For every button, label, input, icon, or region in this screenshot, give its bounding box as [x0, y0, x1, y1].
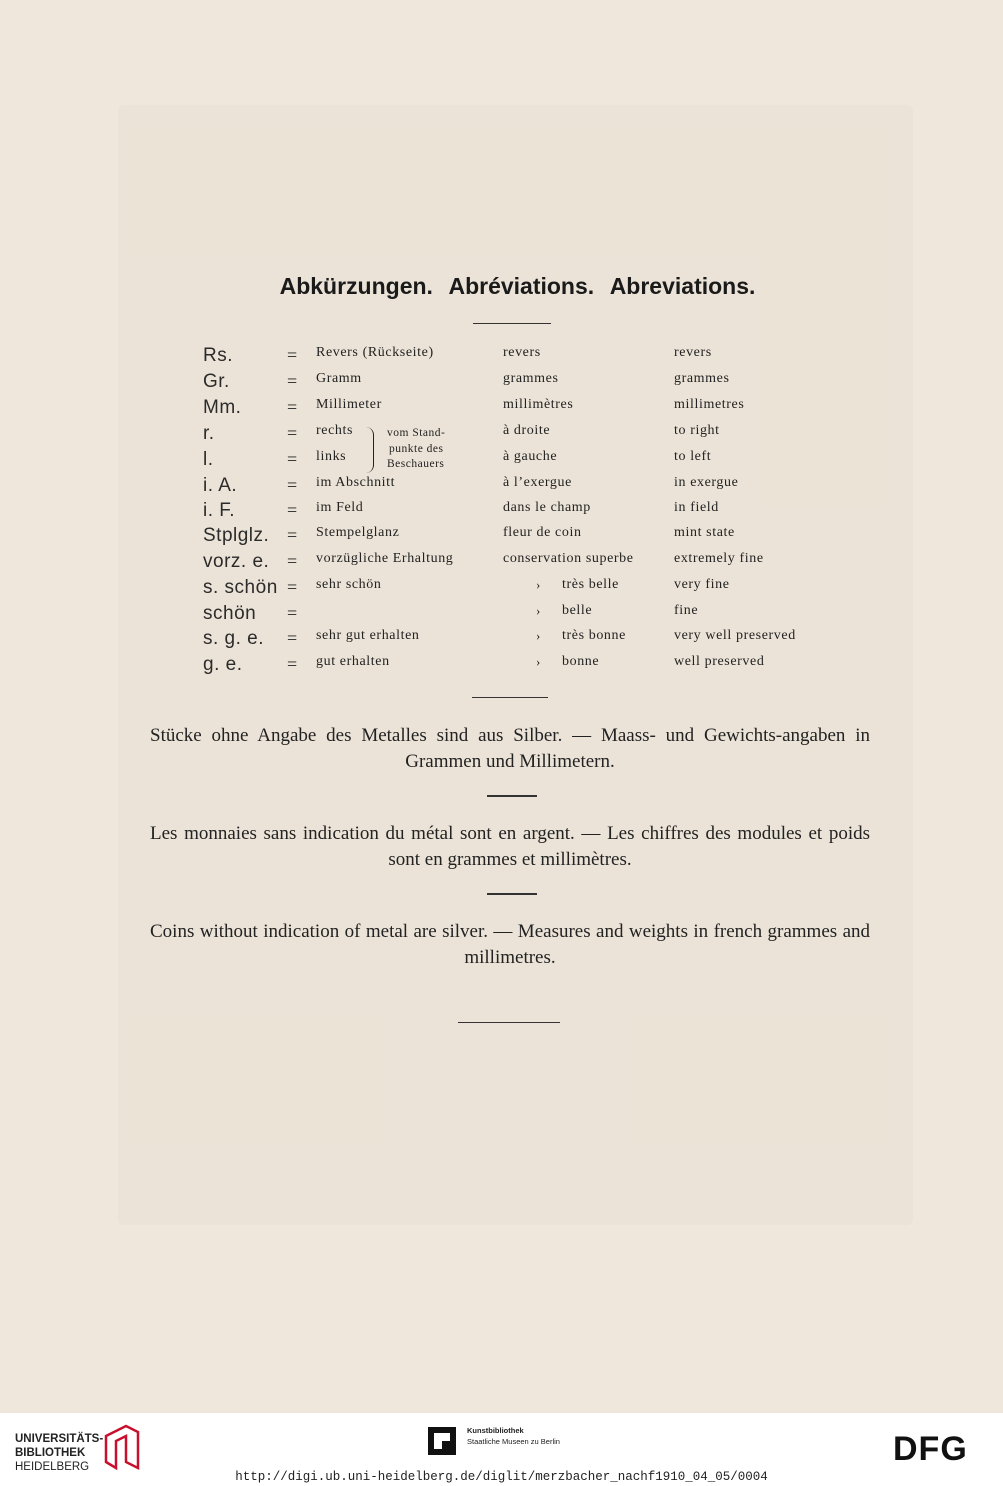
bracket-note-line: Beschauers [387, 458, 445, 470]
french-meaning: grammes [503, 371, 559, 386]
german-meaning: sehr gut erhalten [316, 628, 420, 643]
abbreviation-row [0, 500, 1003, 525]
kb-line: Kunstbibliothek [467, 1426, 524, 1435]
divider-french [487, 893, 537, 895]
english-meaning: in exergue [674, 475, 739, 490]
paragraph-english: Coins without indication of metal are silver. — Measures and weights in french grammes and millimetres. [150, 921, 870, 968]
equals-sign: = [287, 603, 298, 623]
french-meaning: dans le champ [503, 500, 591, 515]
french-meaning: millimètres [503, 397, 574, 412]
english-meaning: grammes [674, 371, 730, 386]
abbreviation-row [0, 577, 1003, 602]
abbreviation-row [0, 475, 1003, 500]
german-meaning: links [316, 449, 347, 464]
ub-logo-line: BIBLIOTHEK [15, 1447, 86, 1459]
abbreviation-row [0, 525, 1003, 550]
kunstbibliothek-text[interactable] [467, 1425, 560, 1447]
english-meaning: revers [674, 345, 712, 360]
english-meaning: fine [674, 603, 699, 618]
page-url-link[interactable]: http://digi.ub.uni-heidelberg.de/diglit/merzbacher_nachf1910_04_05/0004 [235, 1470, 768, 1484]
french-meaning: à gauche [503, 449, 558, 464]
divider-top [473, 323, 551, 324]
equals-sign: = [287, 628, 298, 648]
ub-emblem-icon [104, 1422, 140, 1472]
equals-sign: = [287, 345, 298, 365]
english-meaning: millimetres [674, 397, 745, 412]
bracket-note-line: punkte des [389, 442, 444, 455]
english-meaning: to right [674, 423, 720, 438]
abbreviation: s. g. e. [203, 628, 265, 649]
abbreviation: i. A. [203, 475, 238, 496]
equals-sign: = [287, 449, 298, 469]
equals-sign: = [287, 371, 298, 391]
english-meaning: extremely fine [674, 551, 764, 566]
english-meaning: well preserved [674, 654, 765, 669]
abbreviation: Rs. [203, 345, 233, 366]
ditto-mark: › [536, 603, 541, 618]
ub-logo-line: UNIVERSITÄTS- [15, 1433, 104, 1445]
abbreviation-row [0, 371, 1003, 396]
bracket-note-line: vom Stand- [387, 427, 446, 439]
english-meaning: mint state [674, 525, 735, 540]
paragraph-french: Les monnaies sans indication du métal sont en argent. — Les chiffres des modules et poids sont en grammes et millimètres. [150, 823, 870, 870]
abbreviation: vorz. e. [203, 551, 270, 572]
equals-sign: = [287, 423, 298, 443]
abbreviation: s. schön [203, 577, 278, 598]
french-meaning: fleur de coin [503, 525, 582, 540]
equals-sign: = [287, 525, 298, 545]
german-meaning: Revers (Rückseite) [316, 345, 434, 360]
ub-logo-line: HEIDELBERG [15, 1461, 90, 1473]
ditto-mark: › [536, 577, 541, 592]
abbreviation: i. F. [203, 500, 236, 521]
english-meaning: to left [674, 449, 712, 464]
abbreviation-row [0, 654, 1003, 679]
equals-sign: = [287, 654, 298, 674]
abbreviation-row [0, 603, 1003, 628]
german-meaning: sehr schön [316, 577, 382, 592]
english-meaning: very fine [674, 577, 730, 592]
ub-heidelberg-logo[interactable] [15, 1432, 103, 1474]
french-meaning: bonne [562, 654, 600, 669]
french-meaning: belle [562, 603, 593, 618]
abbreviation: Stplglz. [203, 525, 270, 546]
german-meaning: im Abschnitt [316, 475, 396, 490]
abbreviation-row [0, 397, 1003, 422]
kb-line: Staatliche Museen zu Berlin [467, 1437, 560, 1446]
equals-sign: = [287, 577, 298, 597]
equals-sign: = [287, 397, 298, 417]
german-meaning: Millimeter [316, 397, 382, 412]
abbreviation-row [0, 628, 1003, 653]
ditto-mark: › [536, 654, 541, 669]
abbreviation: Gr. [203, 371, 230, 392]
french-meaning: conservation superbe [503, 551, 634, 566]
abbreviation: r. [203, 423, 215, 444]
french-meaning: revers [503, 345, 541, 360]
german-meaning: im Feld [316, 500, 364, 515]
abbreviation-row [0, 551, 1003, 576]
abbreviation: g. e. [203, 654, 243, 675]
abbreviation-row [0, 423, 1003, 448]
german-meaning: Stempelglanz [316, 525, 400, 540]
abbreviation: l. [203, 449, 214, 470]
abbreviation: schön [203, 603, 257, 624]
page-title: Abkürzungen. Abréviations. Abreviations. [279, 273, 756, 299]
paragraph-german: Stücke ohne Angabe des Metalles sind aus Silber. — Maass- und Gewichts-angaben in Grammen und Millimetern. [150, 725, 870, 772]
equals-sign: = [287, 500, 298, 520]
german-meaning: Gramm [316, 371, 362, 386]
bracket-note [387, 426, 462, 473]
brace-bracket [365, 427, 374, 473]
divider-german [487, 795, 537, 797]
english-meaning: in field [674, 500, 719, 515]
abbreviation-row [0, 345, 1003, 370]
german-meaning: gut erhalten [316, 654, 390, 669]
french-meaning: très belle [562, 577, 619, 592]
french-meaning: très bonne [562, 628, 626, 643]
equals-sign: = [287, 475, 298, 495]
german-meaning: rechts [316, 423, 354, 438]
abbreviation-row [0, 449, 1003, 474]
german-meaning: vorzügliche Erhaltung [316, 551, 454, 566]
kunstbibliothek-logo-icon [428, 1427, 456, 1455]
equals-sign: = [287, 551, 298, 571]
french-meaning: à l’exergue [503, 475, 572, 490]
ditto-mark: › [536, 628, 541, 643]
french-meaning: à droite [503, 423, 551, 438]
dfg-logo[interactable]: DFG [893, 1430, 968, 1468]
divider-after-table [472, 697, 548, 698]
abbreviation: Mm. [203, 397, 242, 418]
divider-bottom [458, 1022, 560, 1023]
english-meaning: very well preserved [674, 628, 796, 643]
